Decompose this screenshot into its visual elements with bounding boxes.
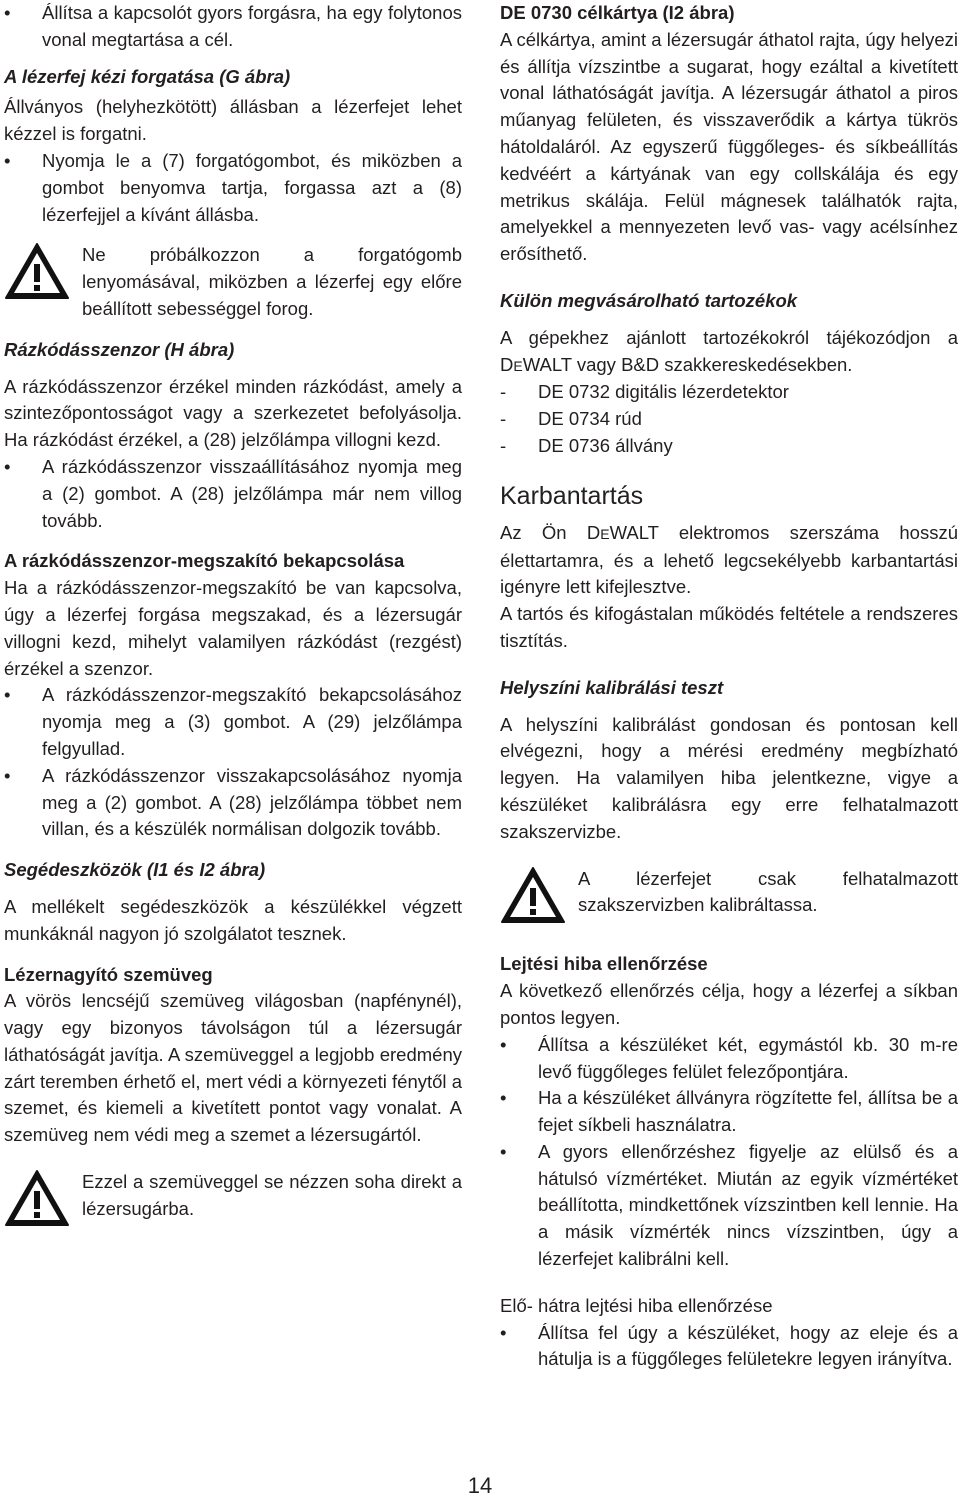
section-heading: Segédeszközök (I1 és I2 ábra): [4, 859, 266, 881]
warning-text: A lézerfejet csak felhatalmazott szakszervizben kalibráltassa.: [578, 867, 958, 916]
list-item: [4, 682, 462, 762]
small-caps-run: E: [513, 357, 523, 374]
bullet-text: Állítsa a készüléket két, egymástól kb. 30 m-re levő függőleges felület felezőpontjára.: [538, 1033, 958, 1082]
section-heading: Lejtési hiba ellenőrzése: [500, 953, 708, 975]
list-item: [4, 0, 462, 54]
list-item: [4, 148, 462, 228]
warning-triangle-icon: [4, 1169, 82, 1235]
paragraph: Elő- hátra lejtési hiba ellenőrzése: [500, 1294, 773, 1316]
section-heading: Rázkódásszenzor (H ábra): [4, 338, 235, 360]
bullet: •: [500, 1321, 507, 1343]
bullet-text: A rázkódásszenzor visszaállításához nyomja meg a (2) gombot. A (28) jelzőlámpa már nem villog tovább.: [42, 455, 462, 531]
warning-text: Ne próbálkozzon a forgatógomb lenyomásával, miközben a lézerfej egy előre beállított sebességgel forog.: [82, 244, 462, 319]
paragraph: A rázkódásszenzor érzékel minden rázkódást, amely a szintezőpontosságot vagy a szerkezetet befolyásolja. Ha rázkódást érzékel, a (28) jelzőlámpa villogni kezd.: [4, 375, 462, 451]
text-run: A gépekhez ajánlott tartozékokról tájékozódjon a D: [500, 326, 958, 375]
bullet: •: [500, 1087, 507, 1109]
left-column: [4, 0, 462, 1235]
bullet: •: [4, 2, 11, 23]
list-item: [500, 433, 958, 460]
bullet-text: Állítsa fel úgy a készüléket, hogy az eleje és a hátulja is a függőleges felületekre legyen irányítva.: [538, 1321, 958, 1370]
paragraph: A vörös lencséjű szemüveg világosban (napfénynél), vagy egy bizonyos távolságon túl a lézersugár láthatóságát javítja. A szemüveggel a legjobb eredmény zárt teremben érhető el, mert védi a környezeti fénytől a szemet, és kiemeli a kivetített pontot vagy vonalat. A szemüveg nem védi meg a szemet a lézersugártól.: [4, 990, 462, 1146]
list-item: [4, 763, 462, 843]
accessory-item: DE 0734 rúd: [538, 408, 642, 430]
warning-box: [4, 1169, 462, 1235]
paragraph: A helyszíni kalibrálást gondosan és pontosan kell elvégezni, hogy a mérési eredmény megbízható legyen. Ha valamilyen hiba jelentkezne, vigye a készüléket kalibrálásra egy erre felhatalmazott szakszervizbe.: [500, 713, 958, 842]
right-column: [500, 0, 958, 1373]
section-heading: Lézernagyító szemüveg: [4, 963, 213, 985]
paragraph: [500, 325, 958, 380]
paragraph: A célkártya, amint a lézersugár áthatol rajta, úgy helyezi és állítja vízszintbe a sugarat, hogy ezáltal a kivetített vonal láthatóságát javítja. A lézersugár áthatol a piros műanyag felületen, és visszaverődik a kártya tükrös hátoldaláról. Az egyszerű függőleges- és síkbeállítás kedvéért a kártyának van egy collskálája és egy metrikus skálája. Felül mágnesek találhatók rajta, amelyekkel a mennyezeten levő vas- vagy acélsínhez erősíthető.: [500, 28, 958, 265]
paragraph: Ha a rázkódásszenzor-megszakító be van kapcsolva, úgy a lézerfej forgása megszakad, és a lézersugár villogni kezd, mihelyt valamilyen rázkódást (rezgést) érzékel a szenzor.: [4, 577, 462, 679]
text-run: WALT elektromos szerszáma hosszú élettartamra, és a lehető legcsekélyebb karbantartási igényre lett kifejlesztve.: [500, 521, 958, 598]
bullet-text: Ha a készüléket állványra rögzítette fel, állítsa be a fejet síkbeli használatra.: [538, 1087, 958, 1136]
list-item: [500, 1320, 958, 1374]
section-heading: A rázkódásszenzor-megszakító bekapcsolása: [4, 550, 405, 572]
text-run: WALT vagy B&D szakkereskedésekben.: [522, 353, 853, 375]
accessory-item: DE 0732 digitális lézerdetektor: [538, 381, 789, 403]
text-run: Az Ön D: [500, 521, 601, 543]
dash: -: [500, 381, 507, 403]
section-heading: Külön megvásárolható tartozékok: [500, 289, 798, 311]
warning-triangle-icon: [4, 242, 82, 308]
page-number: 14: [467, 1473, 493, 1498]
warning-text: Ezzel a szemüveggel se nézzen soha direkt a lézersugárba.: [82, 1171, 462, 1219]
paragraph: Állványos (helyhezkötött) állásban a lézerfejet lehet kézzel is forgatni.: [4, 96, 462, 145]
list-item: [4, 454, 462, 534]
accessory-item: DE 0736 állvány: [538, 434, 673, 456]
list-item: [500, 379, 958, 406]
paragraph: [500, 520, 958, 601]
section-heading: A lézerfej kézi forgatása (G ábra): [4, 65, 291, 87]
list-item: [500, 1139, 958, 1273]
bullet: •: [4, 764, 11, 786]
bullet-text: A rázkódásszenzor-megszakító bekapcsolásához nyomja meg a (3) gombot. A (29) jelzőlámpa felgyullad.: [42, 684, 462, 759]
section-heading: DE 0730 célkártya (I2 ábra): [500, 2, 735, 23]
chapter-heading: Karbantartás: [500, 481, 644, 510]
bullet: •: [4, 455, 11, 477]
bullet-text: Állítsa a kapcsolót gyors forgásra, ha egy folytonos vonal megtartása a cél.: [42, 2, 462, 50]
section-heading: Helyszíni kalibrálási teszt: [500, 676, 724, 698]
bullet: •: [4, 684, 11, 706]
bullet-text: A gyors ellenőrzéshez figyelje az elülső és a hátulsó vízmértéket. Miután az egyik vízmértéket beállította, mindkettőnek vízszintben kell lennie. Ha a másik vízmérték nincs vízszintben, úgy a lézerfejet kalibrálni kell.: [538, 1140, 958, 1270]
list-item: [500, 1085, 958, 1139]
bullet-text: A rázkódásszenzor visszakapcsolásához nyomja meg a (2) gombot. A (28) jelzőlámpa többet nem villan, és a készülék normálisan dolgozik tovább.: [42, 764, 462, 840]
bullet: •: [500, 1140, 507, 1162]
bullet: •: [500, 1033, 507, 1055]
paragraph: A mellékelt segédeszközök a készülékkel végzett munkáknál nagyon jó szolgálatot tesznek.: [4, 895, 462, 944]
bullet: •: [4, 149, 11, 171]
paragraph: A következő ellenőrzés célja, hogy a lézerfej a síkban pontos legyen.: [500, 980, 958, 1028]
warning-box: [500, 866, 958, 932]
warning-triangle-icon: [500, 866, 578, 932]
list-item: [500, 406, 958, 433]
warning-box: [4, 242, 462, 322]
small-caps-run: E: [600, 525, 610, 542]
paragraph: A tartós és kifogástalan működés feltétele a rendszeres tisztítás.: [500, 603, 958, 651]
dash: -: [500, 408, 507, 430]
dash: -: [500, 434, 507, 456]
list-item: [500, 1032, 958, 1086]
bullet-text: Nyomja le a (7) forgatógombot, és miközben a gombot benyomva tartja, forgassa azt a (8) lézerfejjel a kívánt állásba.: [42, 149, 462, 225]
